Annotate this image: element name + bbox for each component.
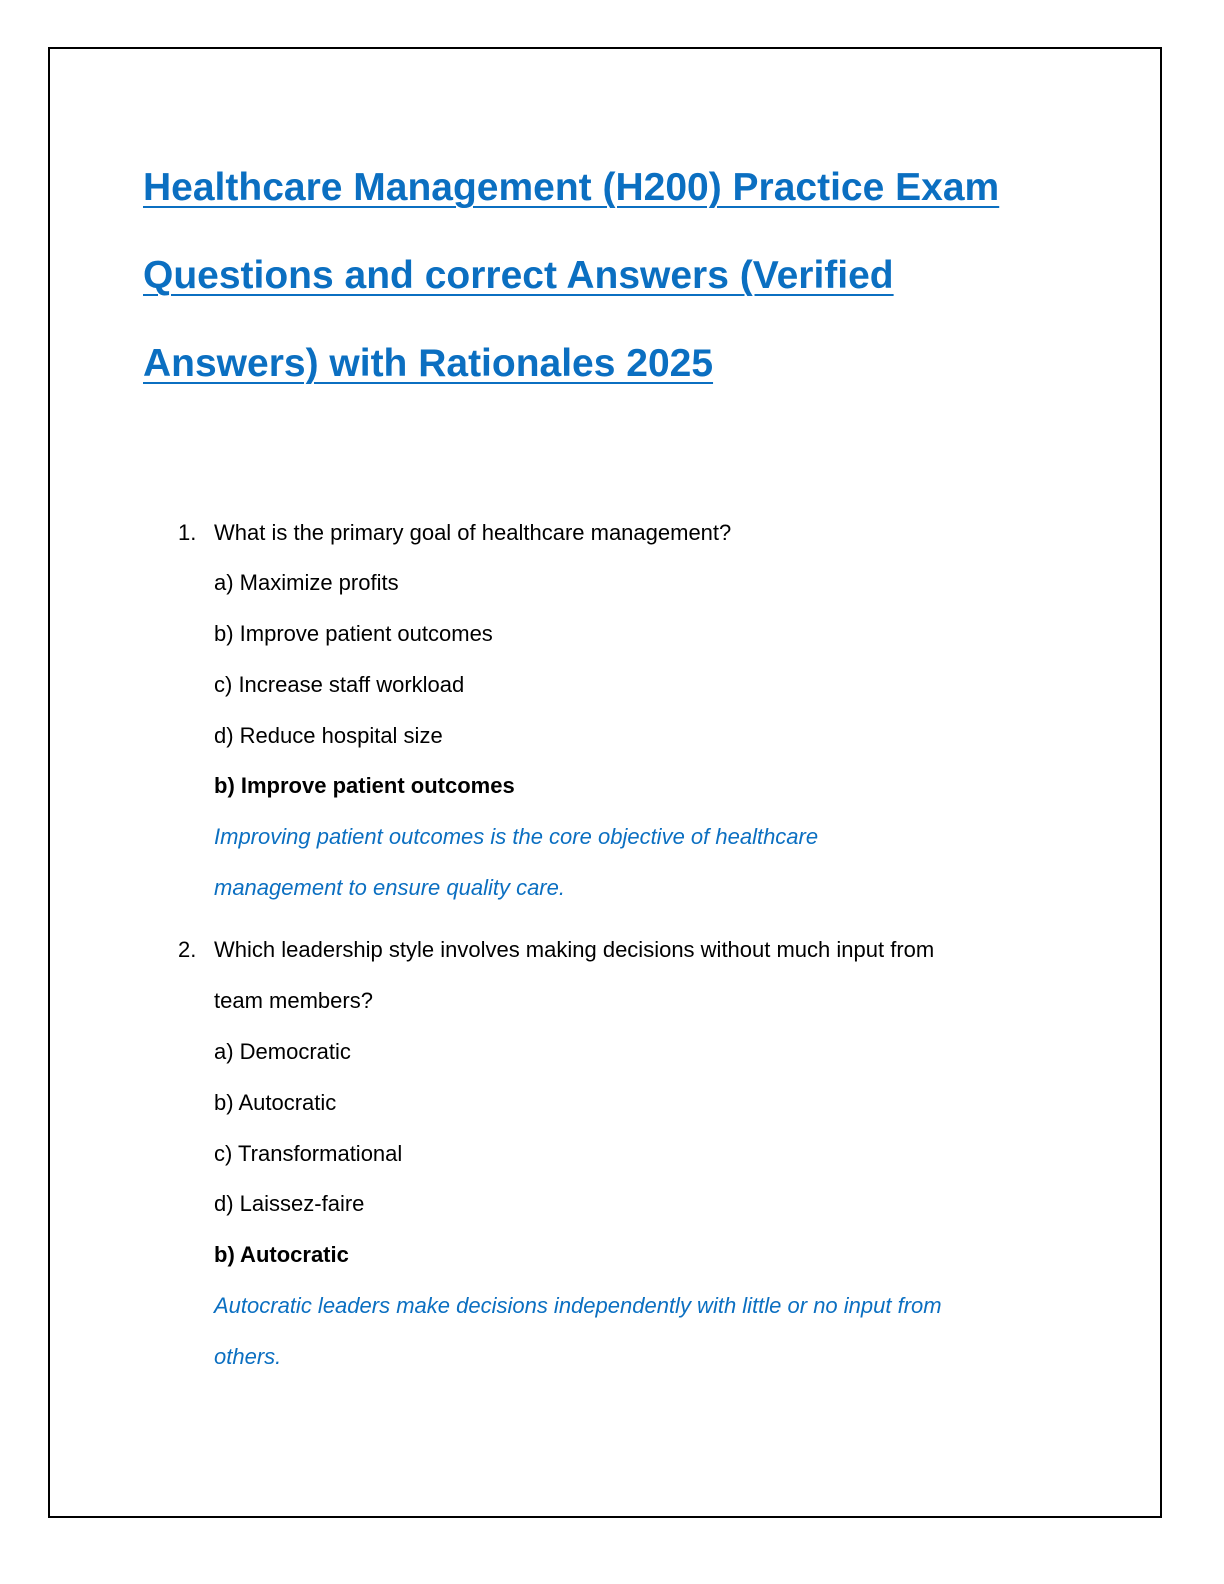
- option-d: d) Reduce hospital size: [214, 723, 443, 748]
- title-line: Answers) with Rationales 2025: [143, 342, 714, 385]
- rationale-line: management to ensure quality care.: [214, 875, 565, 900]
- title-line: Questions and correct Answers (Verified: [143, 254, 894, 297]
- correct-answer: b) Improve patient outcomes: [214, 773, 515, 798]
- option-b: b) Autocratic: [214, 1090, 337, 1115]
- question-number: 2.: [178, 937, 197, 962]
- option-a: a) Democratic: [214, 1039, 351, 1064]
- option-a: a) Maximize profits: [214, 570, 399, 595]
- question-text: team members?: [214, 988, 373, 1013]
- question-text: What is the primary goal of healthcare management?: [214, 520, 732, 545]
- question-number: 1.: [178, 520, 197, 545]
- rationale-line: others.: [214, 1344, 282, 1369]
- option-d: d) Laissez-faire: [214, 1191, 365, 1216]
- option-c: c) Transformational: [214, 1141, 403, 1166]
- rationale-line: Improving patient outcomes is the core objective of healthcare: [214, 824, 819, 849]
- option-c: c) Increase staff workload: [214, 672, 465, 697]
- question-text: Which leadership style involves making decisions without much input from: [214, 937, 935, 962]
- option-b: b) Improve patient outcomes: [214, 621, 493, 646]
- title-line: Healthcare Management (H200) Practice Exam: [143, 166, 1000, 209]
- correct-answer: b) Autocratic: [214, 1242, 349, 1267]
- rationale-line: Autocratic leaders make decisions independently with little or no input from: [214, 1293, 942, 1318]
